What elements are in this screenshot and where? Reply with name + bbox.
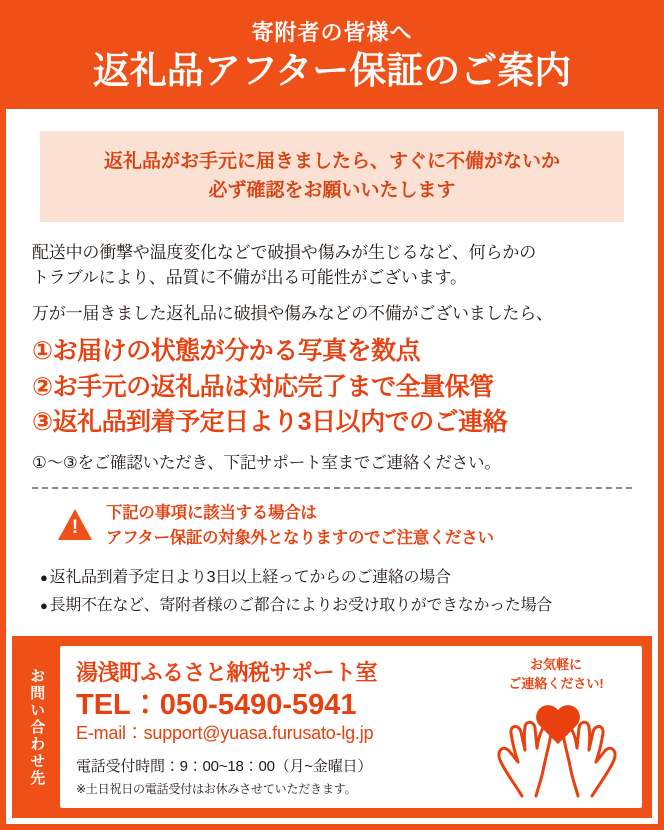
intro-paragraph-2: 万が一届きました返礼品に破損や傷みなどの不備がございましたら、 xyxy=(32,303,553,323)
contact-email[interactable]: E-mail：support@yuasa.furusato-lg.jp xyxy=(76,723,374,744)
divider xyxy=(32,487,632,489)
contact-tab-label xyxy=(12,636,60,818)
contact-title: 湯浅町ふるさと納税サポート室 xyxy=(76,660,378,685)
warning-text xyxy=(106,501,494,552)
contact-tab-text: お問い合わせ先 xyxy=(28,667,46,787)
header-subtitle: 寄附者の皆様へ xyxy=(251,20,413,45)
main-content xyxy=(6,109,658,620)
steps-list xyxy=(32,334,632,441)
bullet-dot-icon: ● xyxy=(40,569,48,585)
contact-card xyxy=(60,646,642,808)
bullet-dot-icon: ● xyxy=(40,597,48,613)
intro-paragraph-1-line-1: 配送中の衝撃や温度変化などで破損や傷みが生じるなど、何らかの xyxy=(32,242,536,262)
warning-block xyxy=(32,501,632,552)
notice-line-1: 返礼品がお手元に届きましたら、すぐに不備がないか xyxy=(103,150,560,172)
contact-telephone[interactable]: TEL：050-5490-5941 xyxy=(76,689,357,721)
intro-paragraph-1-line-2: トラブルにより、品質に不備が出る可能性がございます。 xyxy=(32,268,467,288)
step-item-2: ②お手元の返礼品は対応完了まで全量保管 xyxy=(32,372,494,401)
notice-box xyxy=(40,131,624,222)
warning-line-1: 下記の事項に該当する場合は xyxy=(106,503,317,522)
warning-line-2: アフター保証の対象外となりますのでご注意ください xyxy=(106,529,494,548)
step-item-3: ③返礼品到着予定日より3日以内でのご連絡 xyxy=(32,408,508,437)
bubble-line-1: お気軽に xyxy=(529,657,582,672)
intro-paragraph-1 xyxy=(32,240,632,291)
bullet-text-2: 長期不在など、寄附者様のご都合によりお受け取りができなかった場合 xyxy=(49,596,552,614)
warning-triangle-icon: ! xyxy=(58,509,92,543)
hands-holding-heart-icon xyxy=(482,652,632,802)
bullet-text-1: 返礼品到着予定日より3日以上経ってからのご連絡の場合 xyxy=(49,568,451,586)
step-item-1: ①お届けの状態が分かる写真を数点 xyxy=(32,337,421,366)
list-item xyxy=(40,564,632,592)
header-banner xyxy=(6,6,658,109)
contact-bubble-text xyxy=(490,656,622,694)
notice-line-2: 必ず確認をお願いいたします xyxy=(208,180,456,202)
contact-note: ※土日祝日の電話受付はお休みさせていただきます。 xyxy=(76,781,357,796)
contact-footer xyxy=(12,636,652,818)
list-item xyxy=(40,592,632,620)
heart-icon xyxy=(534,706,582,750)
page-title: 返礼品アフター保証のご案内 xyxy=(92,50,572,92)
steps-note: ①〜③をご確認いただき、下記サポート室までご連絡ください。 xyxy=(32,453,501,472)
contact-hours: 電話受付時間：9：00~18：00（月~金曜日） xyxy=(76,757,373,775)
exclusion-bullets xyxy=(32,564,632,620)
bubble-line-2: ご連絡ください! xyxy=(508,675,604,691)
